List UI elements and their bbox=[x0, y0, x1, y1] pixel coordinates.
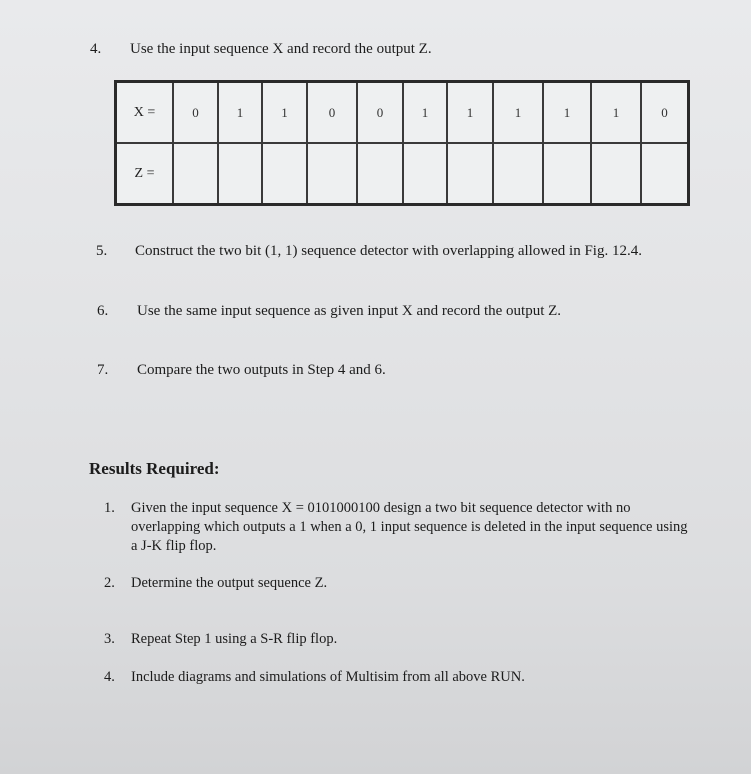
result-item-number: 1. bbox=[104, 500, 115, 516]
step-4-number: 4. bbox=[90, 41, 102, 57]
z-cell[interactable] bbox=[543, 143, 591, 203]
result-item-text: Given the input sequence X = 0101000100 design a two bit sequence detector with no overlapping which outputs a 1 when a 0, 1 input sequence is deleted in the input sequence using a J-K flip flop. bbox=[131, 500, 688, 554]
step-6-number: 6. bbox=[97, 303, 109, 319]
z-cell[interactable] bbox=[493, 143, 543, 203]
results-heading: Results Required: bbox=[89, 459, 220, 478]
z-cell[interactable] bbox=[218, 143, 262, 203]
x-cell: 1 bbox=[218, 83, 262, 143]
z-cell[interactable] bbox=[262, 143, 307, 203]
result-item-number: 3. bbox=[104, 631, 115, 647]
result-item-number: 2. bbox=[104, 575, 115, 591]
step-5-number: 5. bbox=[96, 243, 108, 259]
z-cell[interactable] bbox=[403, 143, 447, 203]
x-cell: 0 bbox=[173, 83, 218, 143]
sequence-table bbox=[114, 80, 690, 206]
result-item-text: Repeat Step 1 using a S-R flip flop. bbox=[131, 631, 338, 647]
step-7-number: 7. bbox=[97, 362, 109, 378]
x-cell: 0 bbox=[357, 83, 403, 143]
x-cell: 1 bbox=[543, 83, 591, 143]
step-6-text: Use the same input sequence as given input X and record the output Z. bbox=[137, 303, 562, 319]
result-item-number: 4. bbox=[104, 669, 115, 685]
x-label: X = bbox=[117, 83, 173, 143]
z-cell[interactable] bbox=[447, 143, 493, 203]
x-cell: 1 bbox=[591, 83, 641, 143]
z-cell[interactable] bbox=[641, 143, 687, 203]
result-item-text: Determine the output sequence Z. bbox=[131, 575, 328, 591]
step-4-text: Use the input sequence X and record the output Z. bbox=[130, 41, 432, 57]
z-row bbox=[117, 143, 687, 203]
result-item-text: Include diagrams and simulations of Multisim from all above RUN. bbox=[131, 669, 525, 685]
x-cell: 0 bbox=[307, 83, 357, 143]
x-cell: 1 bbox=[262, 83, 307, 143]
z-cell[interactable] bbox=[591, 143, 641, 203]
z-cell[interactable] bbox=[357, 143, 403, 203]
step-7-text: Compare the two outputs in Step 4 and 6. bbox=[137, 362, 386, 378]
x-cell: 1 bbox=[403, 83, 447, 143]
step-5-text: Construct the two bit (1, 1) sequence detector with overlapping allowed in Fig. 12.4. bbox=[135, 243, 642, 259]
x-row bbox=[117, 83, 687, 143]
x-cell: 1 bbox=[493, 83, 543, 143]
z-cell[interactable] bbox=[173, 143, 218, 203]
x-cell: 1 bbox=[447, 83, 493, 143]
x-cell: 0 bbox=[641, 83, 687, 143]
z-label: Z = bbox=[117, 143, 173, 203]
z-cell[interactable] bbox=[307, 143, 357, 203]
